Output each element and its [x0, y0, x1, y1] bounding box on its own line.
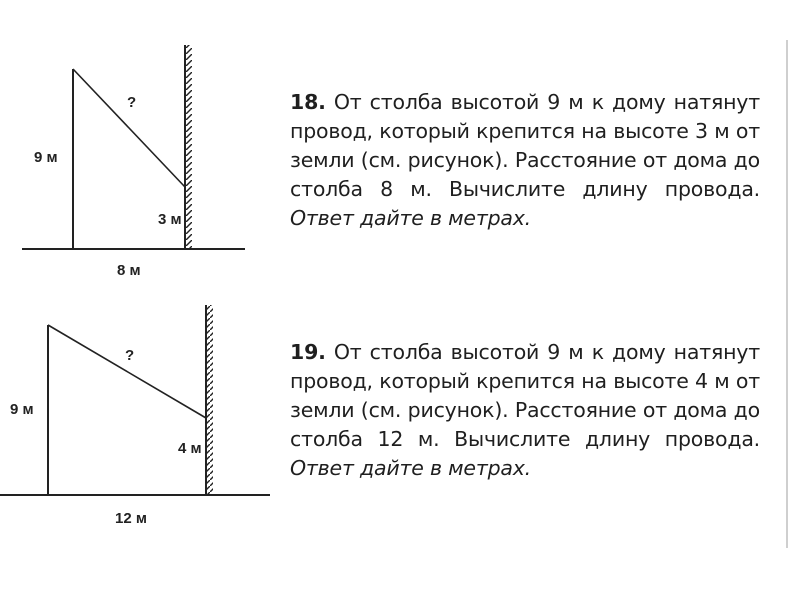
problem-number: 18. [290, 90, 326, 114]
problem-18 [290, 88, 760, 233]
problem-text: От столба высотой 9 м к дому натянут провод, который крепится на высоте 4 м от земли (см. рисунок). Расстояние от дома до столба 12 м. Вычислите длину провода. [290, 340, 760, 451]
problem-number: 19. [290, 340, 326, 364]
unknown-label: ? [127, 94, 137, 111]
figure-18 [22, 45, 245, 279]
answer-hint: Ответ дайте в метрах. [290, 456, 531, 480]
answer-hint: Ответ дайте в метрах. [290, 206, 531, 230]
unknown-label: ? [125, 347, 135, 364]
problem-text: От столба высотой 9 м к дому натянут провод, который крепится на высоте 3 м от земли (см. рисунок). Расстояние от дома до столба 8 м. Вычислите длину провода. [290, 90, 760, 201]
distance-label: 12 м [115, 510, 147, 527]
wire [73, 69, 185, 187]
house-wall-hatch [206, 305, 213, 495]
house-wall-hatch [185, 45, 192, 249]
wire [48, 325, 206, 418]
attach-height-label: 3 м [158, 211, 182, 228]
pole-height-label: 9 м [10, 401, 34, 418]
attach-height-label: 4 м [178, 440, 202, 457]
figure-19 [0, 305, 270, 527]
distance-label: 8 м [117, 262, 141, 279]
problem-19 [290, 338, 760, 483]
pole-height-label: 9 м [34, 149, 58, 166]
